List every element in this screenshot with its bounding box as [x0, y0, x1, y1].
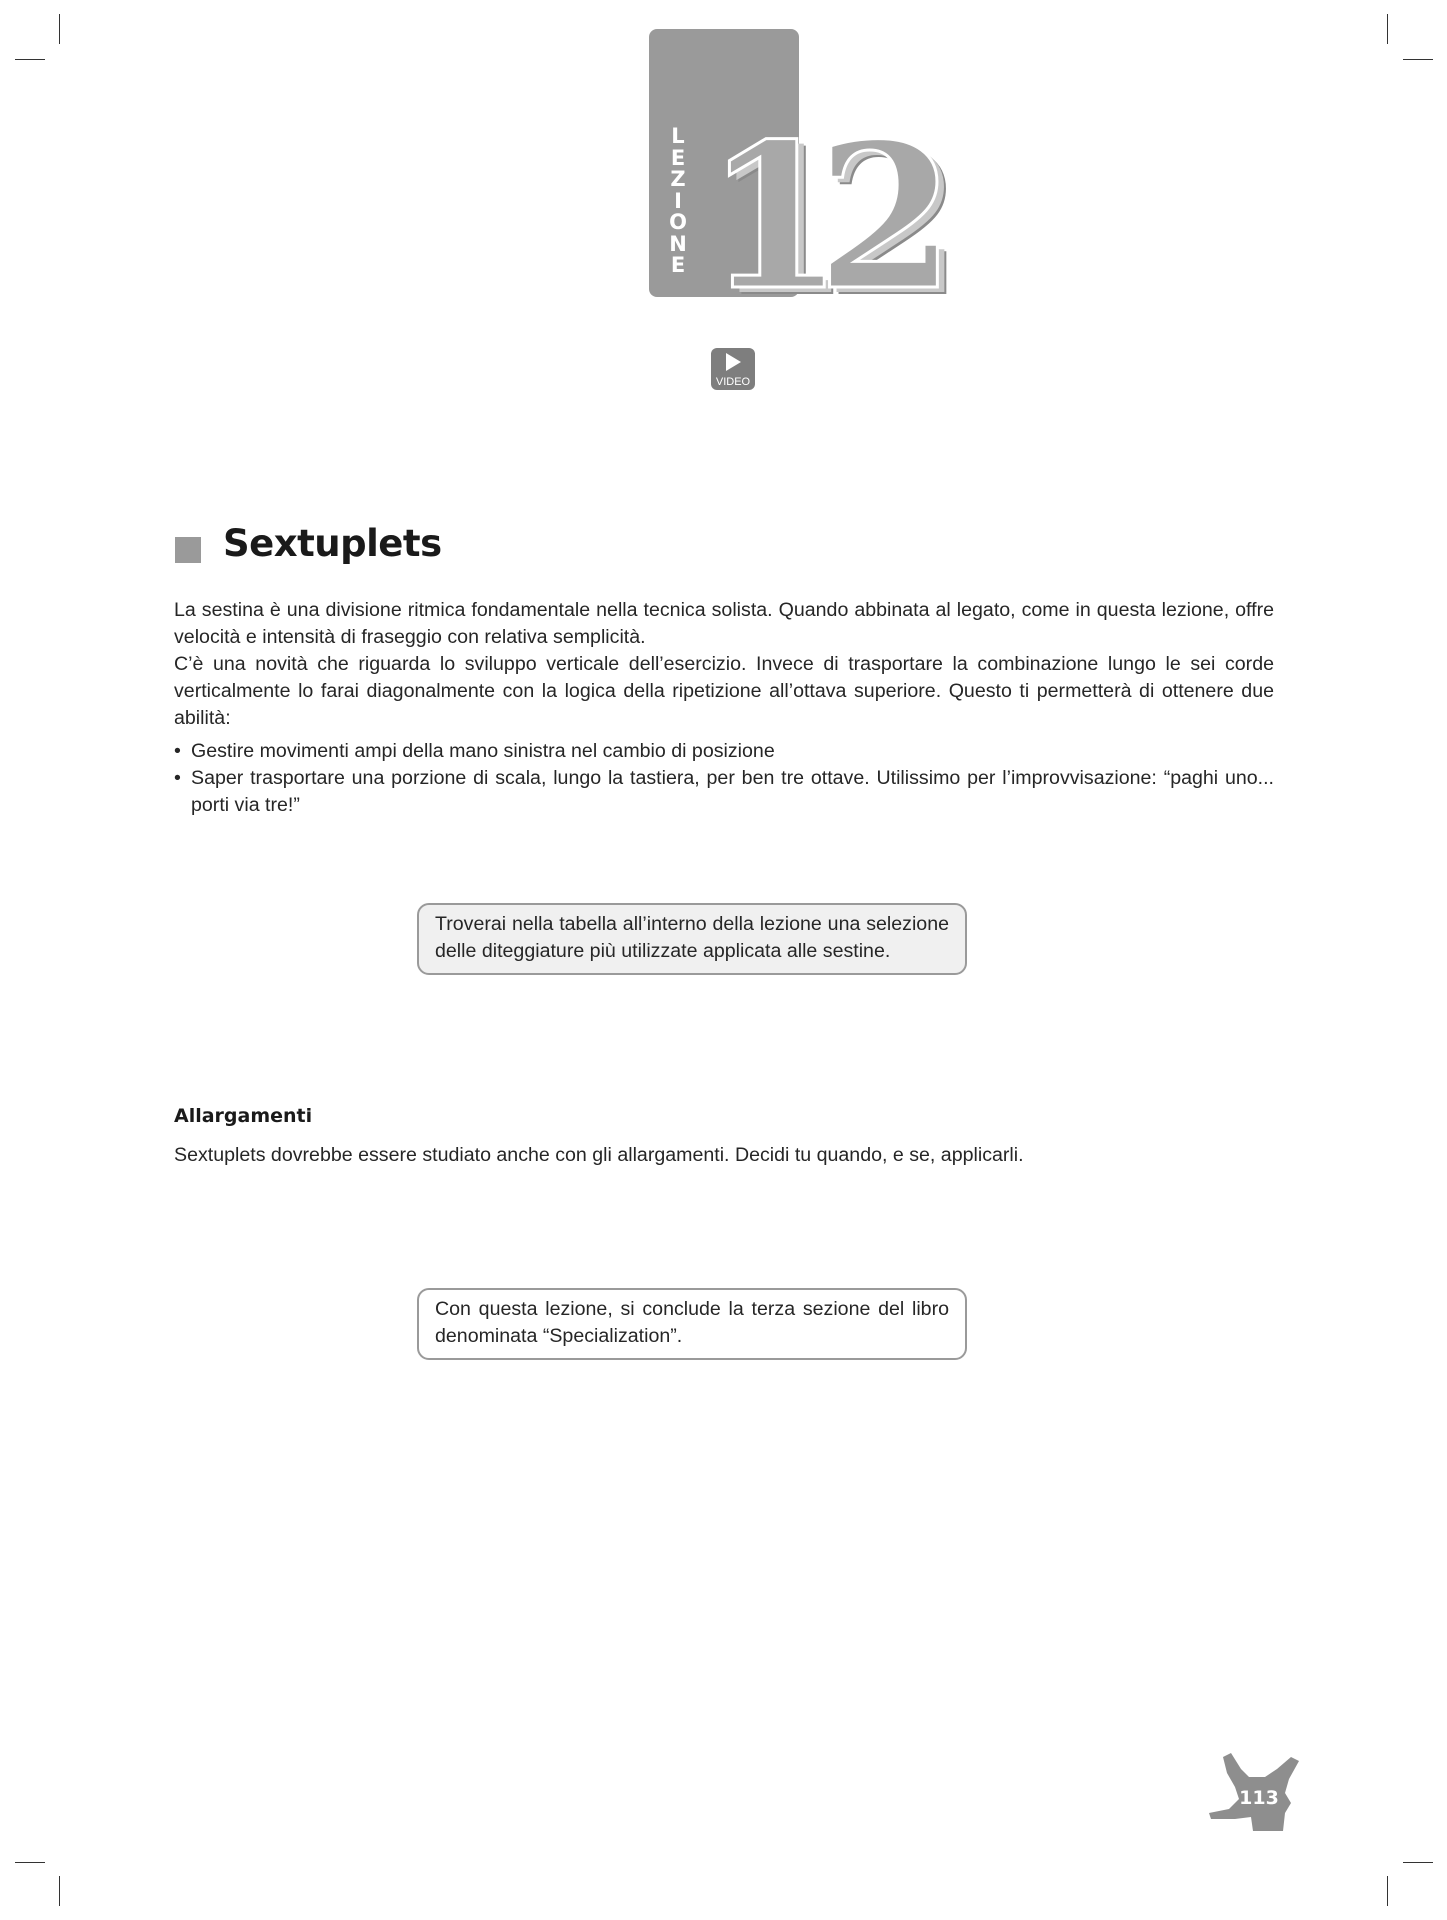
allargamenti-paragraph: Sextuplets dovrebbe essere studiato anche con gli allargamenti. Decidi tu quando, e se, applicarli.: [174, 1144, 1024, 1166]
crop-mark-top-right-h: [1403, 59, 1433, 60]
lesson-letter: E: [670, 145, 686, 170]
lesson-letter: E: [670, 253, 686, 277]
crop-mark-bottom-left-v: [59, 1876, 60, 1906]
conclusion-box: [417, 1288, 967, 1360]
list-item: • Saper trasportare una porzione di scala, lungo la tastiera, per ben tre ottave. Utilissimo per l’improvvisazione: “paghi uno... porti via tre!”: [174, 765, 1274, 819]
crop-mark-bottom-right-v: [1387, 1876, 1388, 1906]
play-icon: [726, 353, 741, 371]
note-text: Troverai nella tabella all’interno della lezione una selezione delle diteggiature più utilizzate applicata alle sestine.: [435, 913, 949, 962]
list-item: • Gestire movimenti ampi della mano sinistra nel cambio di posizione: [174, 738, 1274, 765]
note-text: Con questa lezione, si conclude la terza sezione del libro denominata “Specialization”.: [435, 1298, 949, 1347]
crop-mark-top-left-h: [15, 59, 45, 60]
lesson-number: 12: [705, 100, 928, 335]
section-title: Sextuplets: [223, 522, 442, 565]
lesson-label: [668, 126, 688, 277]
intro-text: [174, 597, 1274, 819]
intro-paragraph: La sestina è una divisione ritmica fondamentale nella tecnica solista. Quando abbinata al legato, come in questa lezione, offre velocità e intensità di fraseggio con relativa semplicità.: [174, 599, 1274, 648]
bullet-list: [174, 738, 1274, 819]
lesson-letter: O: [669, 210, 687, 234]
crop-mark-bottom-left-h: [15, 1862, 45, 1863]
intro-paragraph: C’è una novità che riguarda lo sviluppo verticale dell’esercizio. Invece di trasportare la combinazione lungo le sei corde verticalmente lo farai diagonalmente con la logica della ripetizione all’ottava superiore. Questo ti permetterà di ottenere due abilità:: [174, 653, 1274, 729]
crop-mark-top-left-v: [59, 14, 60, 44]
allargamenti-title: Allargamenti: [174, 1105, 313, 1127]
allargamenti-text: [174, 1142, 1274, 1169]
crop-mark-top-right-v: [1387, 14, 1388, 44]
note-box: [417, 903, 967, 975]
page-number: 113: [1239, 1787, 1279, 1809]
video-label: VIDEO: [715, 376, 751, 388]
crop-mark-bottom-right-h: [1403, 1862, 1433, 1863]
video-button[interactable]: [711, 348, 755, 390]
lesson-letter: L: [671, 124, 685, 148]
lesson-letter: I: [674, 188, 682, 213]
lesson-letter: N: [669, 231, 687, 256]
lesson-letter: Z: [670, 167, 686, 191]
heading-bullet-square: [175, 537, 201, 563]
